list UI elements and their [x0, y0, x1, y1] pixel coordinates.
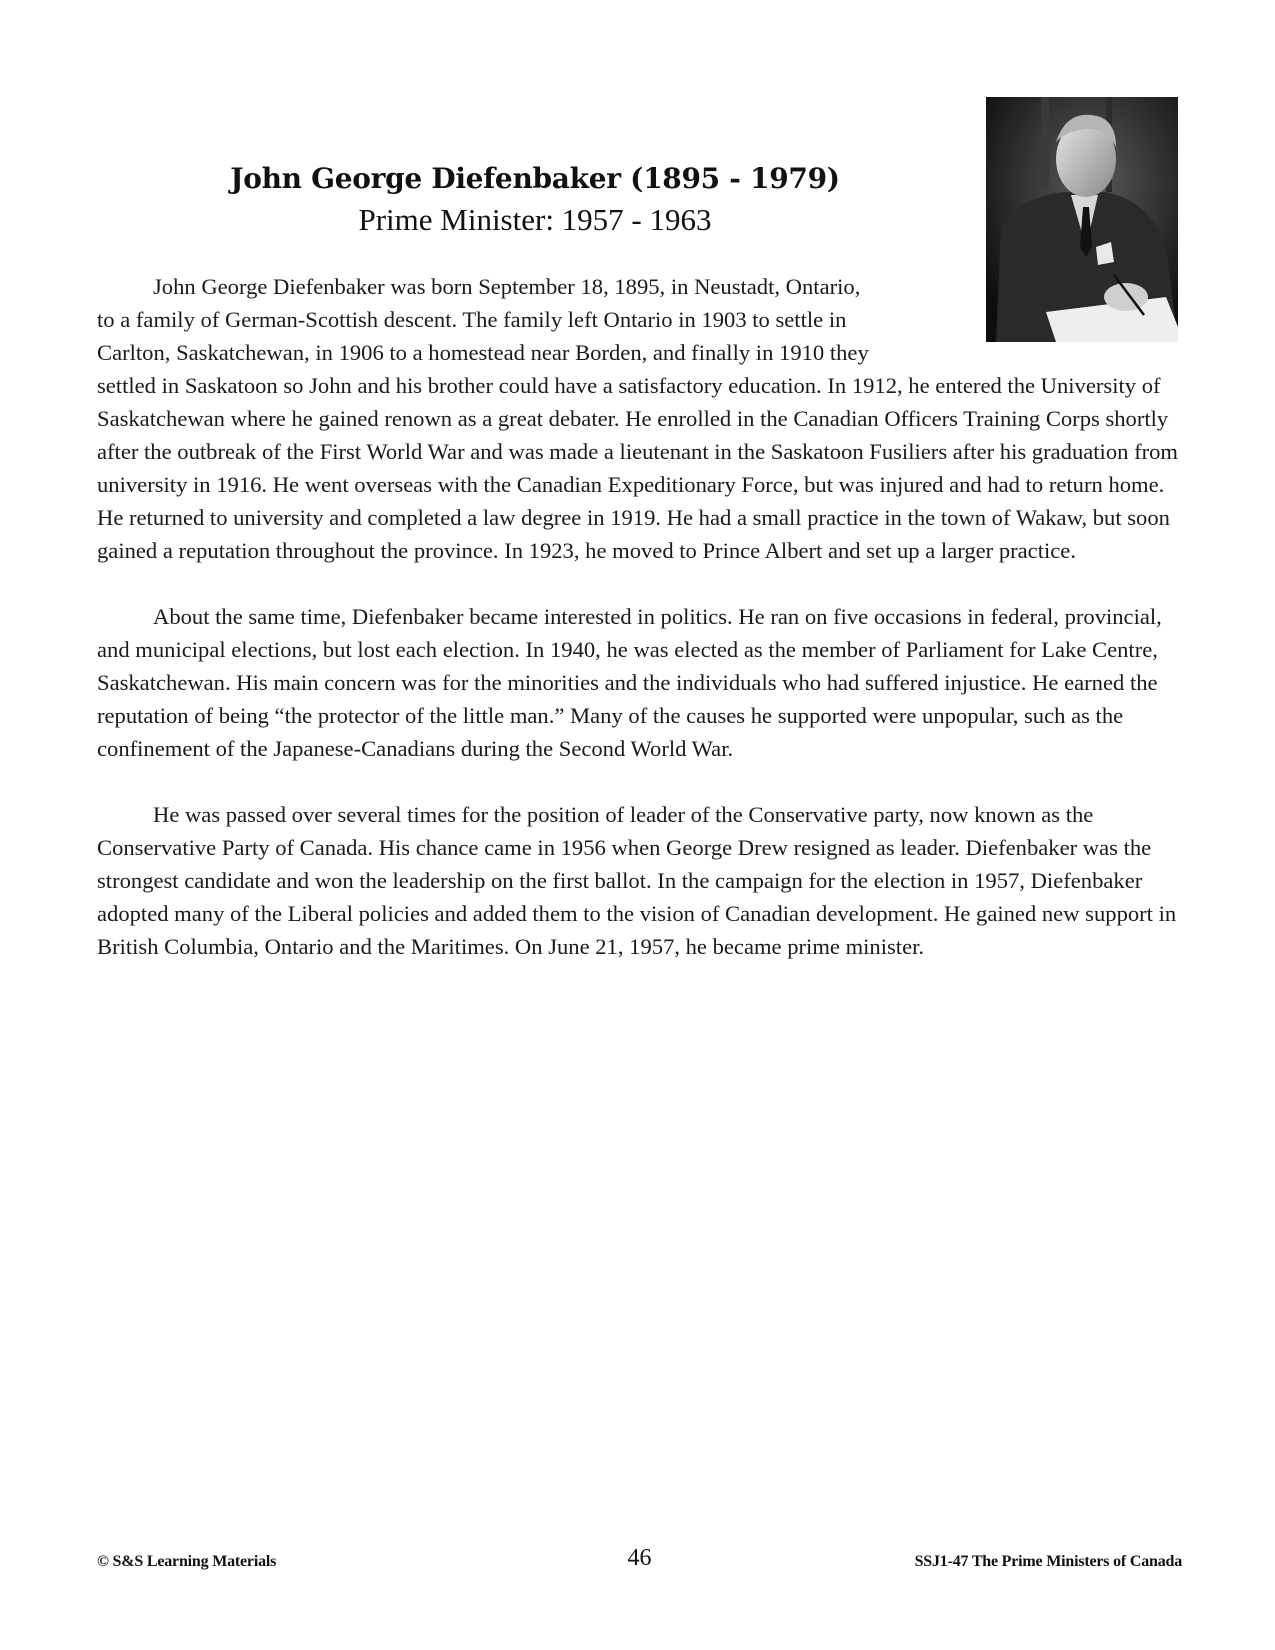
- footer-book-title: SSJ1-47 The Prime Ministers of Canada: [914, 1553, 1182, 1570]
- page-footer: [97, 1545, 1182, 1575]
- paragraph-leadership: He was passed over several times for the position of leader of the Conservative party, now known as the Conservative Party of Canada. His chance came in 1956 when George Drew resigned as leader. Diefenbaker was the strongest candidate and won the leadership on the first ballot. In the campaign for the election in 1957, Diefenbaker adopted many of the Liberal policies and added them to the vision of Canadian development. He gained new support in British Columbia, Ontario and the Maritimes. On June 21, 1957, he became prime minister.: [97, 802, 1177, 959]
- photo-wrap-spacer: [882, 270, 1182, 350]
- page-title: John George Diefenbaker (1895 - 1979): [230, 162, 840, 195]
- paragraph-birth-education: John George Diefenbaker was born September 18, 1895, in Neustadt, Ontario, to a family of German-Scottish descent. The family left Ontario in 1903 to settle in Carlton, Saskatchewan, in 1906 to a homestead near Borden, and finally in 1910 they settled in Saskatoon so John and his brother could have a satisfactory education. In 1912, he entered the University of Saskatchewan where he gained renown as a great debater. He enrolled in the Canadian Officers Training Corps shortly after the outbreak of the First World War and was made a lieutenant in the Saskatoon Fusiliers after his graduation from university in 1916. He went overseas with the Canadian Expeditionary Force, but was injured and had to return home. He returned to university and completed a law degree in 1919. He had a small practice in the town of Wakaw, but soon gained a reputation throughout the province. In 1923, he moved to Prince Albert and set up a larger practice.: [97, 270, 1182, 567]
- paragraph-politics: About the same time, Diefenbaker became interested in politics. He ran on five occasions in federal, provincial, and municipal elections, but lost each election. In 1940, he was elected as the member of Parliament for Lake Centre, Saskatchewan. His main concern was for the minorities and the individuals who had suffered injustice. He earned the reputation of being “the protector of the little man.” Many of the causes he supported were unpopular, such as the confinement of the Japanese-Canadians during the Second World War.: [97, 604, 1162, 761]
- footer-copyright: © S&S Learning Materials: [97, 1553, 277, 1570]
- article-body: [97, 270, 1182, 996]
- page-header: [150, 160, 920, 240]
- page-number: 46: [627, 1545, 652, 1571]
- page-subtitle: Prime Minister: 1957 - 1963: [358, 202, 712, 237]
